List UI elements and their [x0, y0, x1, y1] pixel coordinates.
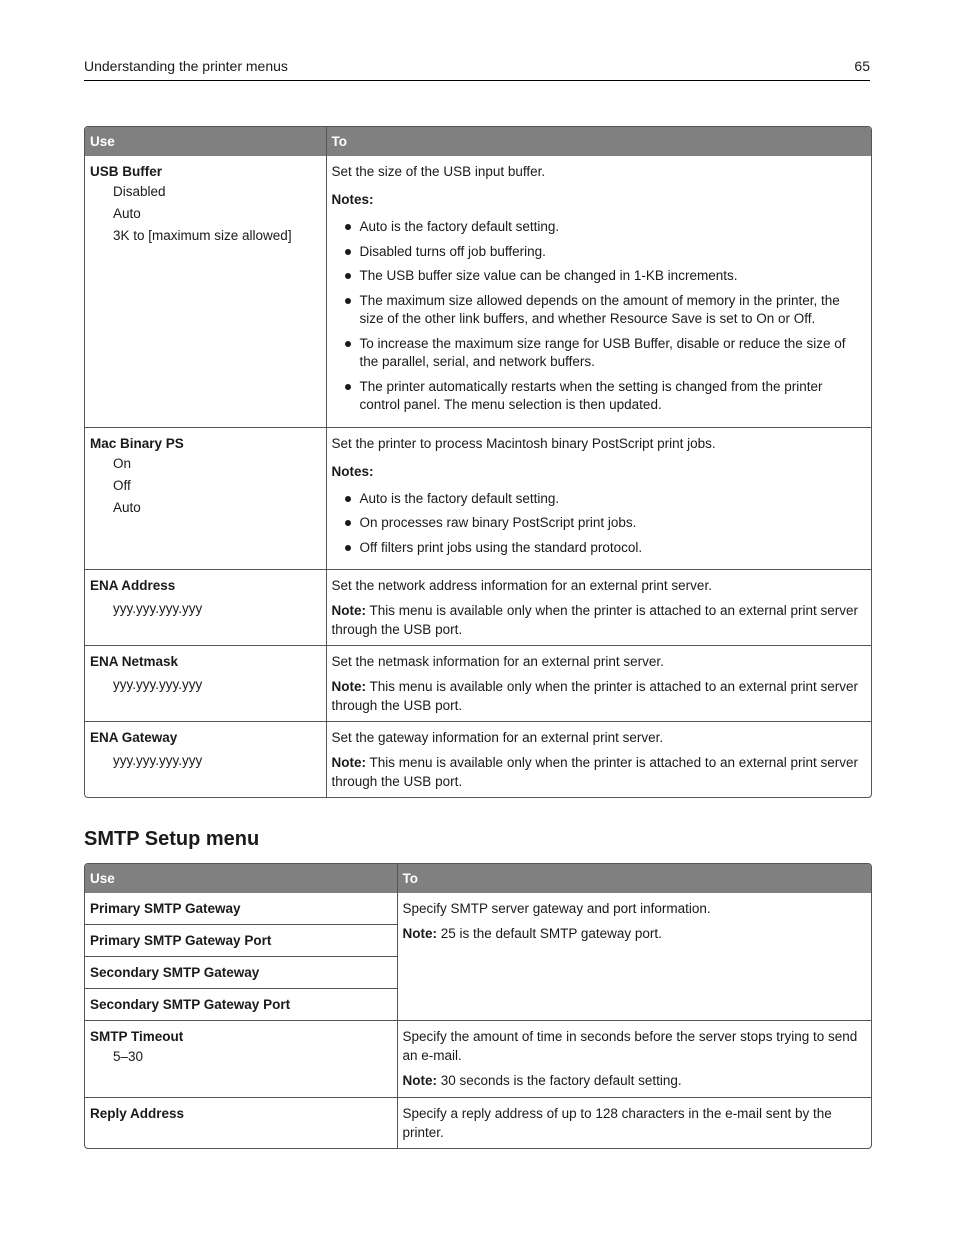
- bullet-icon: [345, 224, 351, 230]
- use-cell: [85, 156, 326, 427]
- to-cell: [326, 570, 871, 646]
- use-cell: [85, 646, 326, 722]
- setting-name: USB Buffer: [90, 164, 163, 179]
- bullet-icon: [345, 273, 351, 279]
- use-cell: [85, 893, 397, 925]
- running-title: Understanding the printer menus: [84, 58, 288, 74]
- page-header: [84, 58, 870, 81]
- use-cell: [85, 570, 326, 646]
- to-cell: [397, 893, 871, 1021]
- list-item: The USB buffer size value can be changed in 1-KB increments.: [332, 267, 867, 286]
- table-row: [85, 570, 871, 646]
- setting-option: 3K to [maximum size allowed]: [113, 228, 292, 243]
- list-item: Auto is the factory default setting.: [332, 490, 867, 509]
- use-cell: [85, 1021, 397, 1098]
- setting-name: Secondary SMTP Gateway: [90, 965, 260, 980]
- list-item: The printer automatically restarts when the setting is changed from the printer control panel. The menu selection is then updated.: [332, 378, 867, 415]
- bullet-icon: [345, 520, 351, 526]
- to-cell: [326, 722, 871, 798]
- setting-option: On: [113, 455, 132, 471]
- table-row: [85, 722, 871, 798]
- notes-list: [332, 218, 867, 415]
- use-cell: [85, 925, 397, 957]
- use-cell: [85, 427, 326, 570]
- setting-option: 5–30: [113, 1049, 144, 1064]
- to-cell: [397, 1097, 871, 1148]
- setting-name: Mac Binary PS: [90, 435, 184, 451]
- list-item: Disabled turns off job buffering.: [332, 243, 867, 262]
- bullet-icon: [345, 298, 351, 304]
- bullet-icon: [345, 496, 351, 502]
- table-row: [85, 893, 871, 925]
- to-cell: [326, 156, 871, 427]
- note: Note: This menu is available only when the printer is attached to an external print server through the USB port.: [331, 679, 859, 713]
- setting-option: Auto: [113, 499, 141, 515]
- page-number: 65: [854, 58, 870, 74]
- col-header-to: To: [397, 864, 871, 893]
- use-cell: [85, 989, 397, 1021]
- table-row: [85, 156, 871, 427]
- table-row: [85, 1021, 871, 1098]
- menu-table-network: [84, 126, 872, 798]
- col-header-use: Use: [85, 864, 397, 893]
- list-item: On processes raw binary PostScript print jobs.: [332, 514, 867, 533]
- to-cell: [397, 1021, 871, 1098]
- notes-heading: Notes:: [331, 463, 374, 479]
- description: Set the netmask information for an external print server.: [331, 654, 664, 669]
- section-heading: SMTP Setup menu: [84, 828, 260, 850]
- setting-name: Secondary SMTP Gateway Port: [90, 997, 291, 1012]
- notes-list: [332, 490, 867, 558]
- description: Specify a reply address of up to 128 characters in the e-mail sent by the printer.: [402, 1105, 832, 1140]
- bullet-icon: [345, 341, 351, 347]
- bullet-icon: [345, 545, 351, 551]
- setting-option: Auto: [113, 206, 141, 221]
- setting-name: Primary SMTP Gateway Port: [90, 933, 272, 948]
- note: Note: This menu is available only when the printer is attached to an external print server through the USB port.: [331, 603, 859, 637]
- setting-name: SMTP Timeout: [90, 1029, 184, 1044]
- setting-name: ENA Netmask: [90, 654, 179, 669]
- use-cell: [85, 1097, 397, 1148]
- col-header-to: To: [326, 127, 871, 156]
- description: Set the network address information for an external print server.: [331, 578, 712, 593]
- description: Specify the amount of time in seconds before the server stops trying to send an e-mail.: [402, 1029, 858, 1063]
- list-item: To increase the maximum size range for USB Buffer, disable or reduce the size of the parallel, serial, and network buffers.: [332, 335, 867, 372]
- table-row: [85, 427, 871, 570]
- setting-option: Disabled: [113, 184, 166, 199]
- note: Note: This menu is available only when the printer is attached to an external print server through the USB port.: [331, 755, 859, 789]
- use-cell: [85, 957, 397, 989]
- setting-option: Off: [113, 477, 131, 493]
- notes-heading: Notes:: [331, 192, 374, 207]
- description: Specify SMTP server gateway and port information.: [402, 901, 711, 916]
- description: Set the gateway information for an external print server.: [331, 730, 664, 745]
- list-item: Auto is the factory default setting.: [332, 218, 867, 237]
- bullet-icon: [345, 249, 351, 255]
- setting-name: ENA Address: [90, 578, 176, 593]
- table-row: [85, 1097, 871, 1148]
- setting-name: ENA Gateway: [90, 730, 178, 745]
- to-cell: [326, 427, 871, 570]
- menu-table-smtp: [84, 863, 872, 1149]
- list-item: Off filters print jobs using the standard protocol.: [332, 539, 867, 558]
- bullet-icon: [345, 384, 351, 390]
- setting-option: yyy.yyy.yyy.yyy: [113, 753, 203, 768]
- setting-option: yyy.yyy.yyy.yyy: [113, 601, 203, 616]
- description: Set the printer to process Macintosh binary PostScript print jobs.: [331, 435, 716, 451]
- note: Note: 25 is the default SMTP gateway port.: [402, 926, 662, 941]
- table-header-row: [85, 864, 871, 893]
- table-header-row: [85, 127, 871, 156]
- use-cell: [85, 722, 326, 798]
- setting-name: Reply Address: [90, 1105, 185, 1121]
- table-row: [85, 646, 871, 722]
- list-item: The maximum size allowed depends on the amount of memory in the printer, the size of the other link buffers, and whether Resource Save is set to On or Off.: [332, 292, 867, 329]
- note: Note: 30 seconds is the factory default setting.: [402, 1073, 682, 1088]
- to-cell: [326, 646, 871, 722]
- setting-option: yyy.yyy.yyy.yyy: [113, 677, 203, 692]
- setting-name: Primary SMTP Gateway: [90, 901, 241, 916]
- description: Set the size of the USB input buffer.: [331, 164, 546, 179]
- col-header-use: Use: [85, 127, 326, 156]
